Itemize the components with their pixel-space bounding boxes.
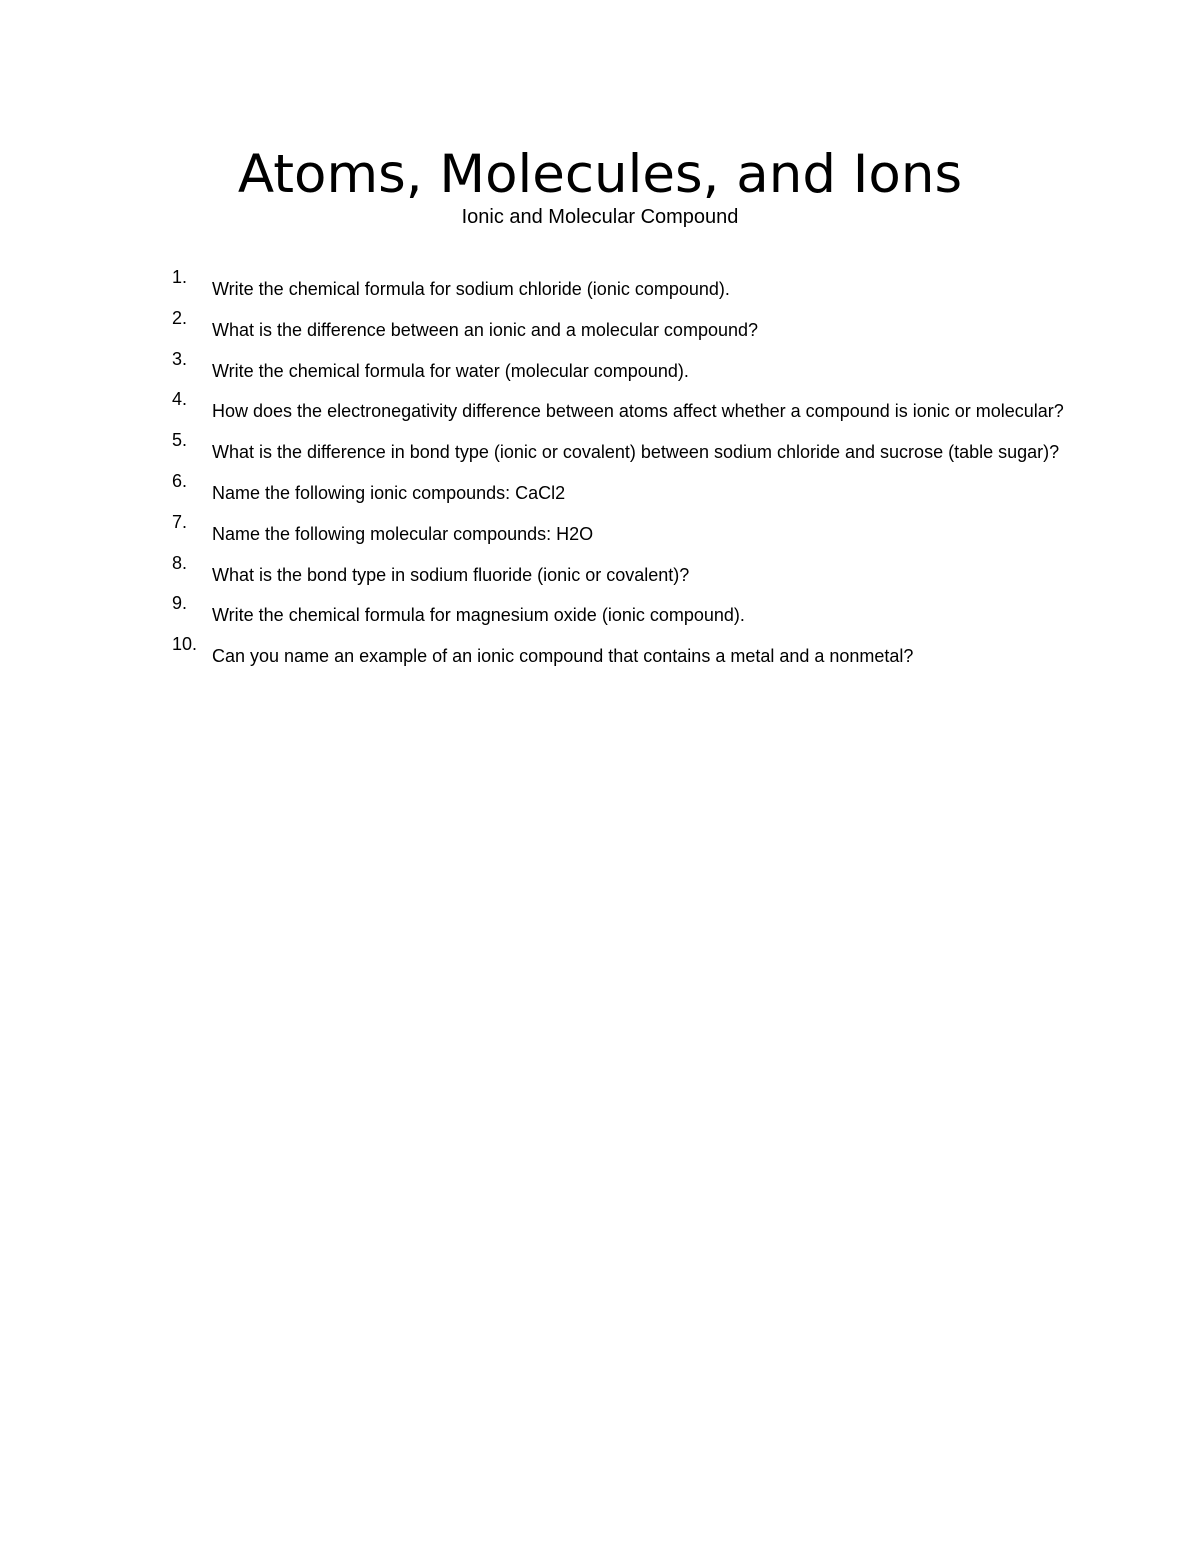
question-list	[0, 267, 1200, 683]
question-text: What is the difference between an ionic and a molecular compound?	[212, 319, 759, 340]
question-number: 6.	[172, 470, 188, 491]
document-title: Atoms, Molecules, and Ions	[237, 144, 963, 205]
document-subtitle: Ionic and Molecular Compound	[461, 206, 739, 228]
question-number: 5.	[172, 430, 188, 451]
question-number: 3.	[172, 348, 188, 369]
question-number: 1.	[172, 267, 188, 287]
question-text: Can you name an example of an ionic compound that contains a metal and a nonmetal?	[212, 646, 914, 667]
question-number: 2.	[172, 307, 188, 328]
question-item	[0, 630, 1200, 683]
question-text: What is the difference in bond type (ionic or covalent) between sodium chloride and sucrose (table sugar)?	[212, 442, 1060, 463]
question-number: 8.	[172, 552, 188, 573]
question-text: What is the bond type in sodium fluoride (ionic or covalent)?	[212, 564, 690, 585]
question-text: How does the electronegativity difference between atoms affect whether a compound is ionic or molecular?	[212, 401, 1064, 422]
question-number: 10.	[172, 634, 198, 655]
question-number: 7.	[172, 511, 188, 532]
question-text: Name the following ionic compounds: CaCl2	[212, 482, 566, 503]
question-text: Name the following molecular compounds: H2O	[212, 523, 594, 544]
question-text: Write the chemical formula for water (molecular compound).	[212, 360, 689, 381]
question-number: 9.	[172, 593, 188, 614]
question-number: 4.	[172, 389, 188, 410]
question-text: Write the chemical formula for sodium chloride (ionic compound).	[212, 279, 730, 299]
question-text: Write the chemical formula for magnesium oxide (ionic compound).	[212, 605, 745, 626]
